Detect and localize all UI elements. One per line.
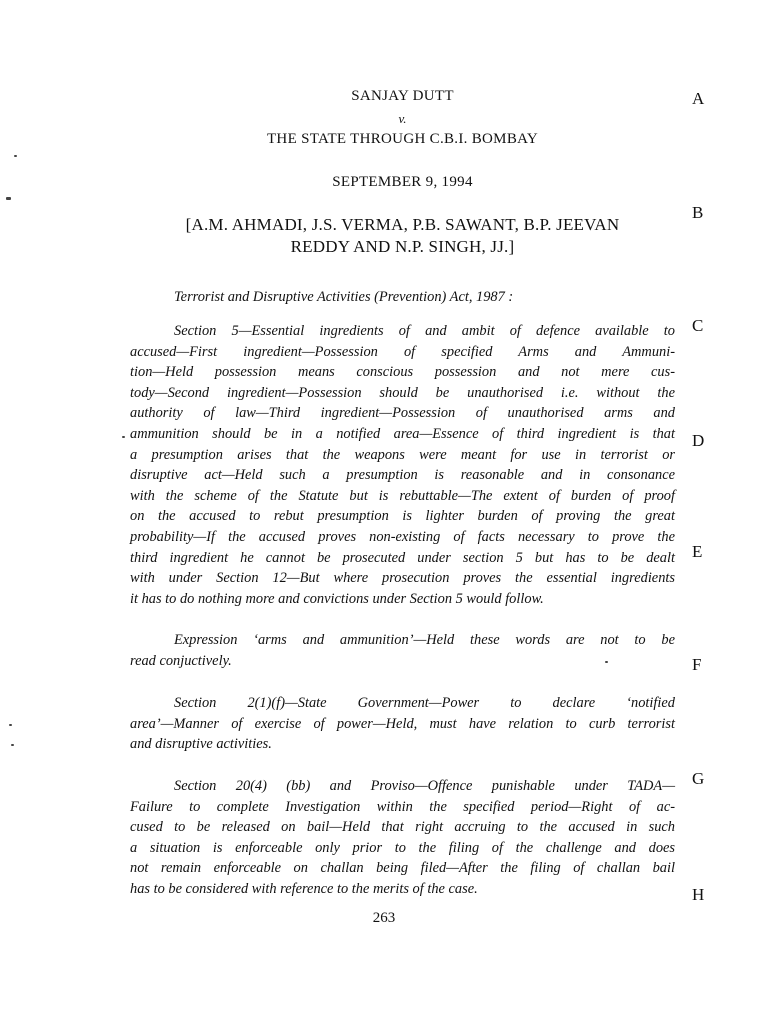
scan-speck [11,744,14,746]
headnote-line: cused to be released on bail—Held that right accruing to the accused in such [130,819,675,836]
scan-speck [14,155,17,157]
headnote-line: Section 5—Essential ingredients of and ambit of defence available to [174,323,675,339]
act-title-text: Terrorist and Disruptive Activities (Prevention) Act, 1987 : [174,289,514,305]
headnote-line: Section 2(1)(f)—State Government—Power to declare ‘notified [174,695,675,711]
scan-speck [6,197,11,200]
headnote-line: read conjuctively. [130,652,232,669]
headnote-line: with under Section 12—But where prosecution proves the essential ingredients [130,570,675,587]
headnote-line: disruptive act—Held such a presumption is reasonable and in consonance [130,467,675,484]
headnote-line: Expression ‘arms and ammunition’—Held these words are not to be [174,632,675,648]
headnote-paragraph-section-5 [130,321,675,609]
margin-marker-g: G [692,769,705,788]
headnote-line: Section 20(4) (bb) and Proviso—Offence punishable under TADA— [174,778,675,794]
scan-speck [605,661,608,663]
headnote-line: third ingredient he cannot be prosecuted under section 5 but has to be dealt [130,549,675,566]
headnote-paragraph-arms-ammunition [130,630,675,671]
headnote-line: authority of law—Third ingredient—Possession of unauthorised arms and [130,405,675,422]
headnote-line: a presumption arises that the weapons were meant for use in terrorist or [130,446,675,463]
margin-marker-a: A [692,89,705,108]
party-name-petitioner: SANJAY DUTT [351,88,454,104]
headnote-line: Failure to complete Investigation within the specified period—Right of ac- [130,798,675,815]
headnote-line: ammunition should be in a notified area—Essence of third ingredient is that [130,425,675,442]
headnote-line: it has to do nothing more and convictions under Section 5 would follow. [130,590,544,607]
headnote-line: a situation is enforceable only prior to the filing of the challenge and does [130,839,675,856]
headnote-paragraph-section-20 [130,776,675,900]
margin-marker-h: H [692,885,705,904]
headnote-line: tion—Held possession means conscious possession and not mere cus- [130,364,675,381]
headnote-line: with the scheme of the Statute but is rebuttable—The extent of burden of proof [130,487,675,504]
versus-label: v. [398,111,407,126]
headnote-line: has to be considered with reference to the merits of the case. [130,880,478,897]
headnote-line: not remain enforceable on challan being filed—After the filing of challan bail [130,860,675,877]
headnote-paragraph-section-2 [130,693,675,755]
scan-speck [9,724,12,726]
page-number: 263 [372,910,396,926]
bench-line-1: [A.M. AHMADI, J.S. VERMA, P.B. SAWANT, B.P. JEEVAN [185,215,620,234]
judgment-date: SEPTEMBER 9, 1994 [332,174,473,190]
headnote-line: area’—Manner of exercise of power—Held, must have relation to curb terrorist [130,715,675,732]
headnote-line: and disruptive activities. [130,736,272,753]
margin-marker-b: B [692,203,704,222]
headnote-line: probability—If the accused proves non-existing of facts necessary to prove the [130,528,675,545]
margin-marker-c: C [692,316,704,335]
margin-marker-f: F [692,655,702,674]
headnote-line: tody—Second ingredient—Possession should be unauthorised i.e. without the [130,384,675,401]
headnote-line: on the accused to rebut presumption is lighter burden of proving the great [130,508,675,525]
act-title [130,287,675,308]
margin-marker-e: E [692,542,703,561]
party-name-respondent: THE STATE THROUGH C.B.I. BOMBAY [266,131,539,147]
headnote-line: accused—First ingredient—Possession of specified Arms and Ammuni- [130,343,675,360]
scan-speck [122,436,125,438]
margin-marker-d: D [692,431,705,450]
bench-line-2: REDDY AND N.P. SINGH, JJ.] [290,237,515,256]
